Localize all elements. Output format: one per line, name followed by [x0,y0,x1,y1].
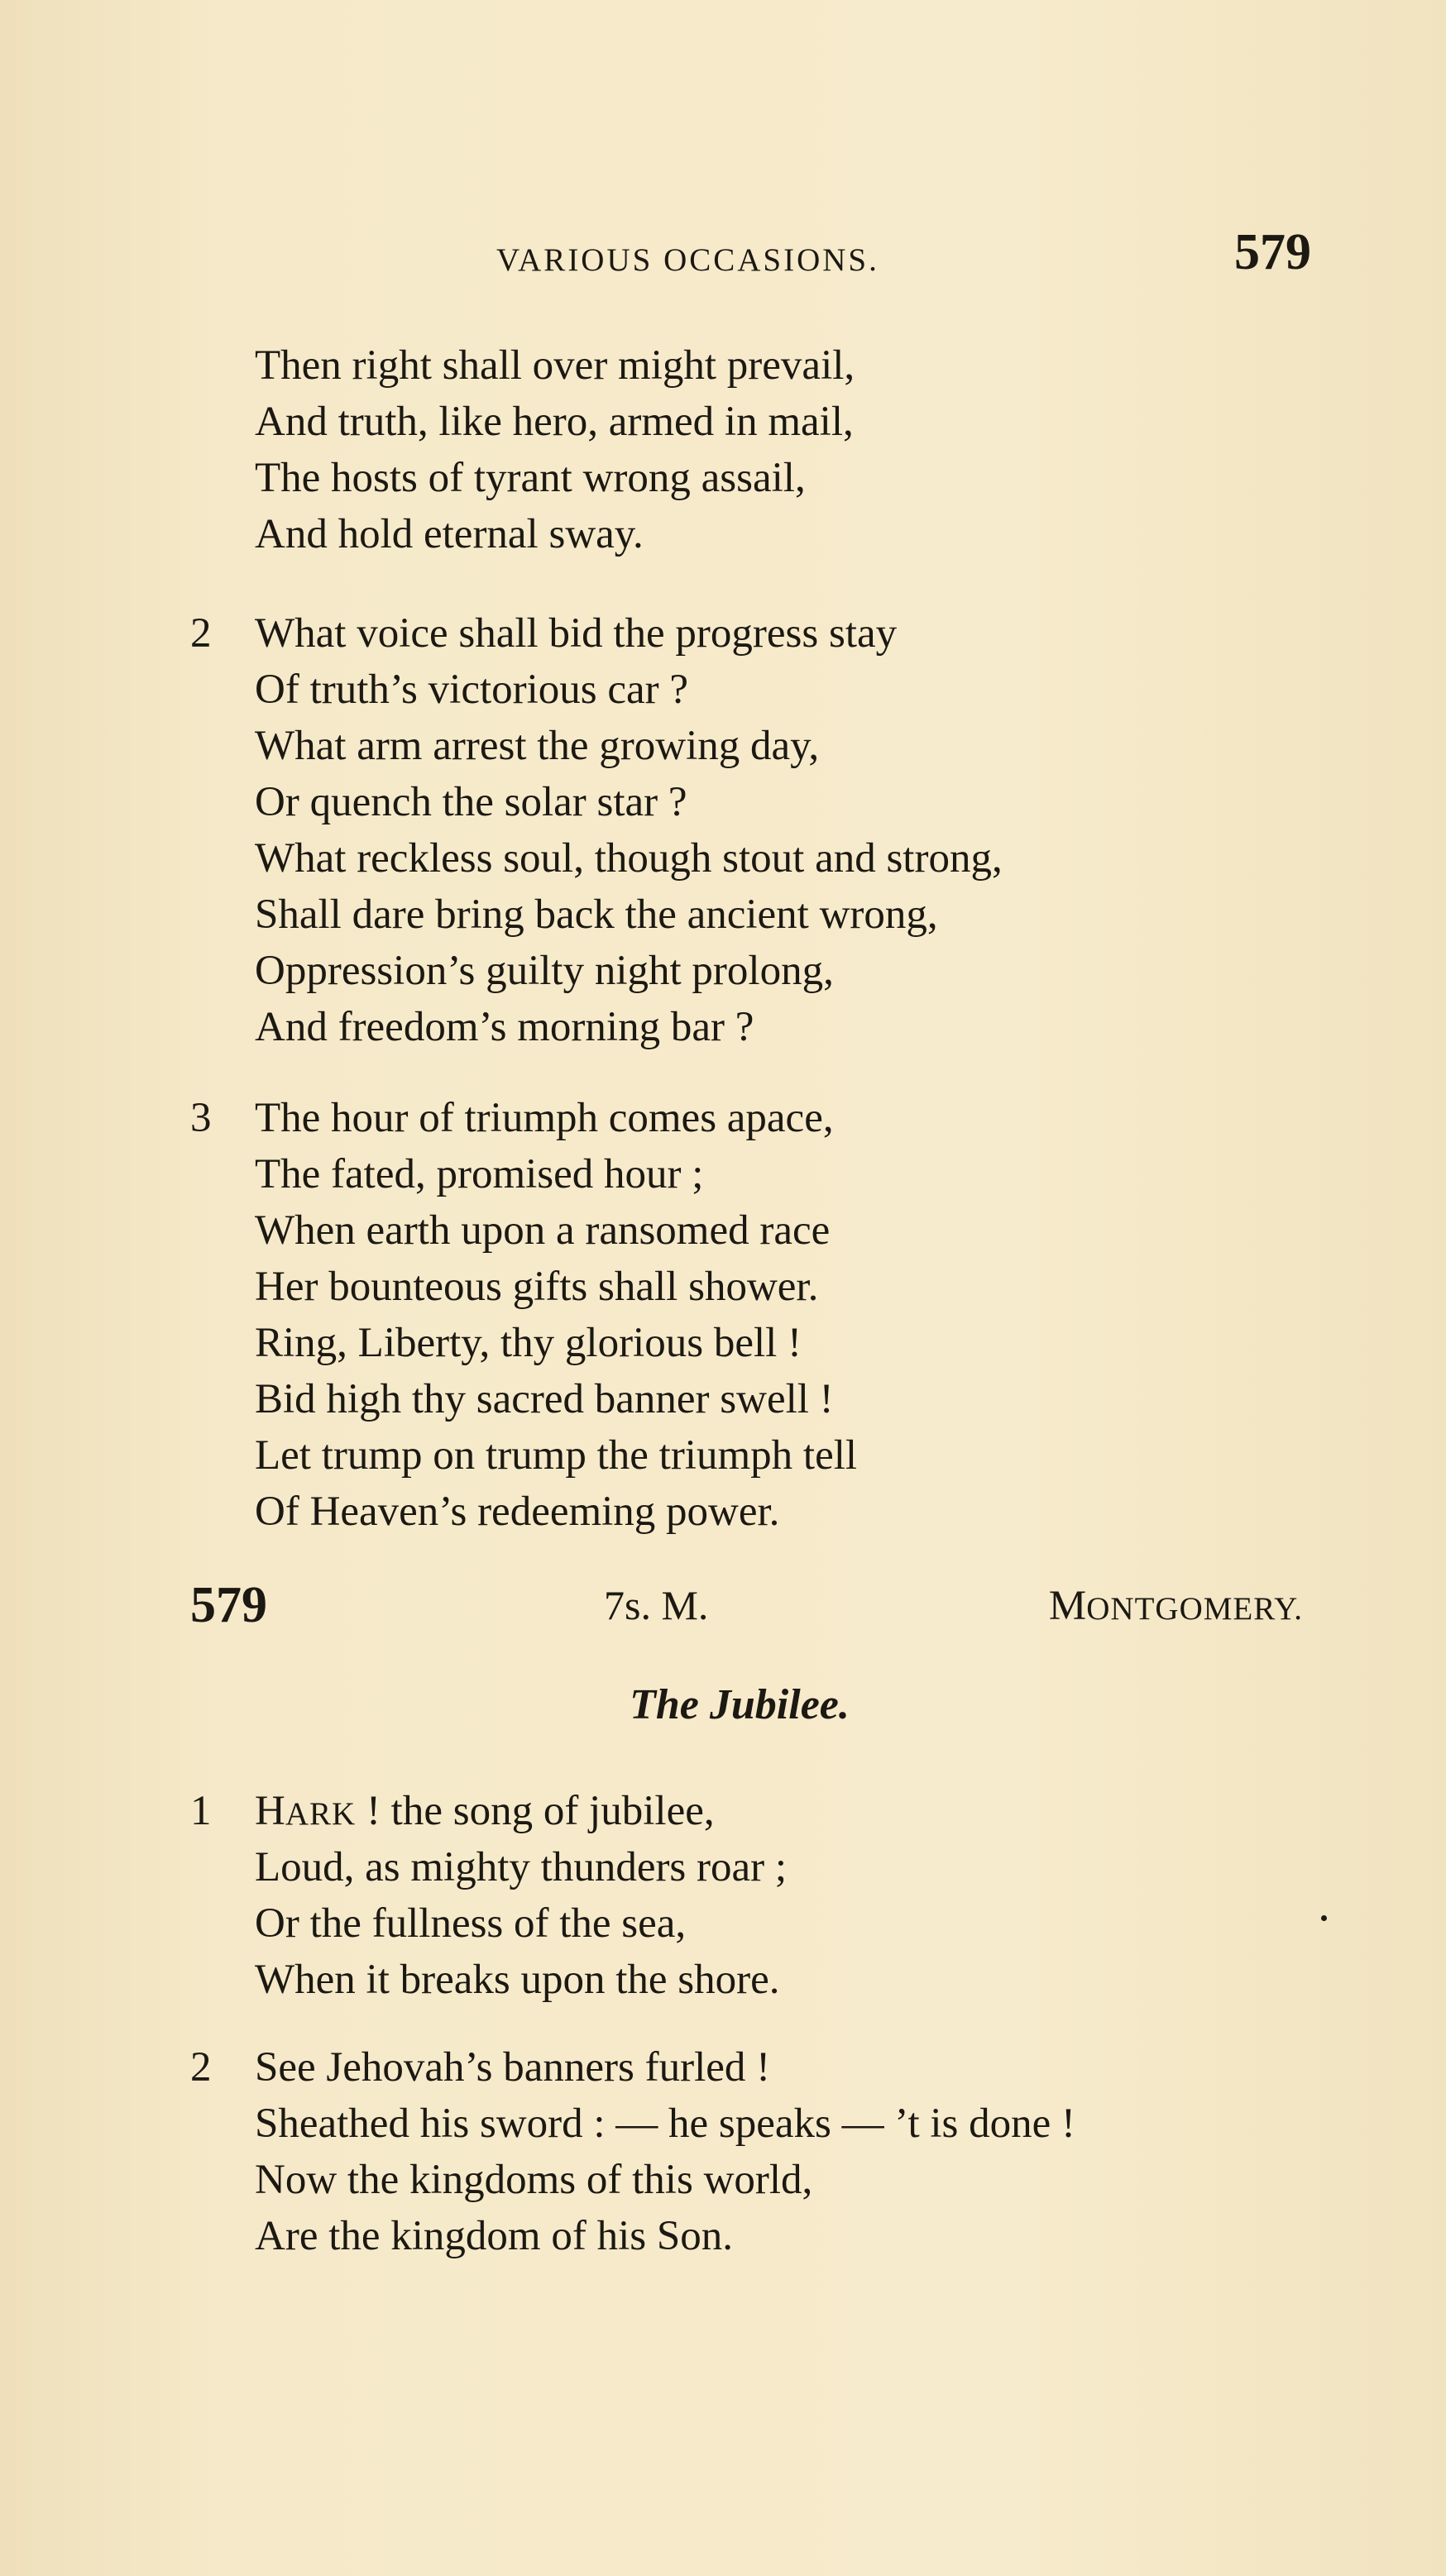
hymn-stanza-1 [190,1783,1365,2008]
verse-line: Of truth’s victorious car ? [255,667,689,713]
stanza-number: 3 [190,1095,212,1141]
prev-hymn-stanza-continued [190,337,1365,562]
verse-line: And truth, like hero, armed in mail, [255,399,854,445]
prev-hymn-stanza-2 [190,605,1365,1055]
verse-line: Or quench the solar star ? [255,779,687,825]
verse-line: What reckless soul, though stout and strong, [255,835,1003,882]
running-head [496,223,1311,289]
verse-line: And freedom’s morning bar ? [255,1004,754,1050]
hymn-author: MONTGOMERY. [1048,1583,1303,1629]
verse-line: 2 See Jehovah’s banners furled ! [190,2039,1365,2096]
running-title: VARIOUS OCCASIONS. [496,242,879,278]
verse-line: Her bounteous gifts shall shower. [255,1264,819,1310]
hymn-number: 579 [190,1577,267,1633]
prev-hymn-stanza-3 [190,1090,1365,1540]
verse-line: 2 What voice shall bid the progress stay [190,605,1365,662]
verse-line: The fated, promised hour ; [255,1151,704,1197]
ink-speck [1321,1915,1327,1921]
verse-line: Sheathed his sword : — he speaks — ’t is done ! [255,2100,1076,2147]
verse-line: Bid high thy sacred banner swell ! [255,1376,834,1422]
stanza-number: 2 [190,610,212,657]
verse-line: Let trump on trump the triumph tell [255,1432,858,1479]
verse-line: Ring, Liberty, thy glorious bell ! [255,1320,802,1366]
verse-line: Then right shall over might prevail, [255,342,855,389]
hymn-subtitle: The Jubilee. [630,1681,850,1728]
verse-line: 3 The hour of triumph comes apace, [190,1090,1365,1146]
verse-line: Oppression’s guilty night prolong, [255,948,834,994]
verse-line: When earth upon a ransomed race [255,1207,831,1254]
verse-line: The hosts of tyrant wrong assail, [255,455,806,501]
verse-line: When it breaks upon the shore. [255,1957,780,2003]
verse-line: Shall dare bring back the ancient wrong, [255,891,938,938]
verse-line: Now the kingdoms of this world, [255,2157,813,2203]
verse-line: Loud, as mighty thunders roar ; [255,1844,788,1890]
stanza-number: 2 [190,2044,212,2091]
hymn-meter: 7s. M. [604,1582,709,1628]
stanza-number: 1 [190,1788,212,1834]
verse-line: What arm arrest the growing day, [255,723,820,769]
hymn-stanza-2 [190,2039,1365,2264]
verse-line: Are the kingdom of his Son. [255,2213,733,2259]
verse-line: Or the fullness of the sea, [255,1900,687,1947]
verse-line: And hold eternal sway. [255,511,644,557]
verse-line: Of Heaven’s redeeming power. [255,1489,780,1535]
hymn-heading [190,1576,1303,1642]
verse-line: 1 HARK ! the song of jubilee, [190,1783,1365,1839]
page-number: 579 [1234,224,1311,280]
